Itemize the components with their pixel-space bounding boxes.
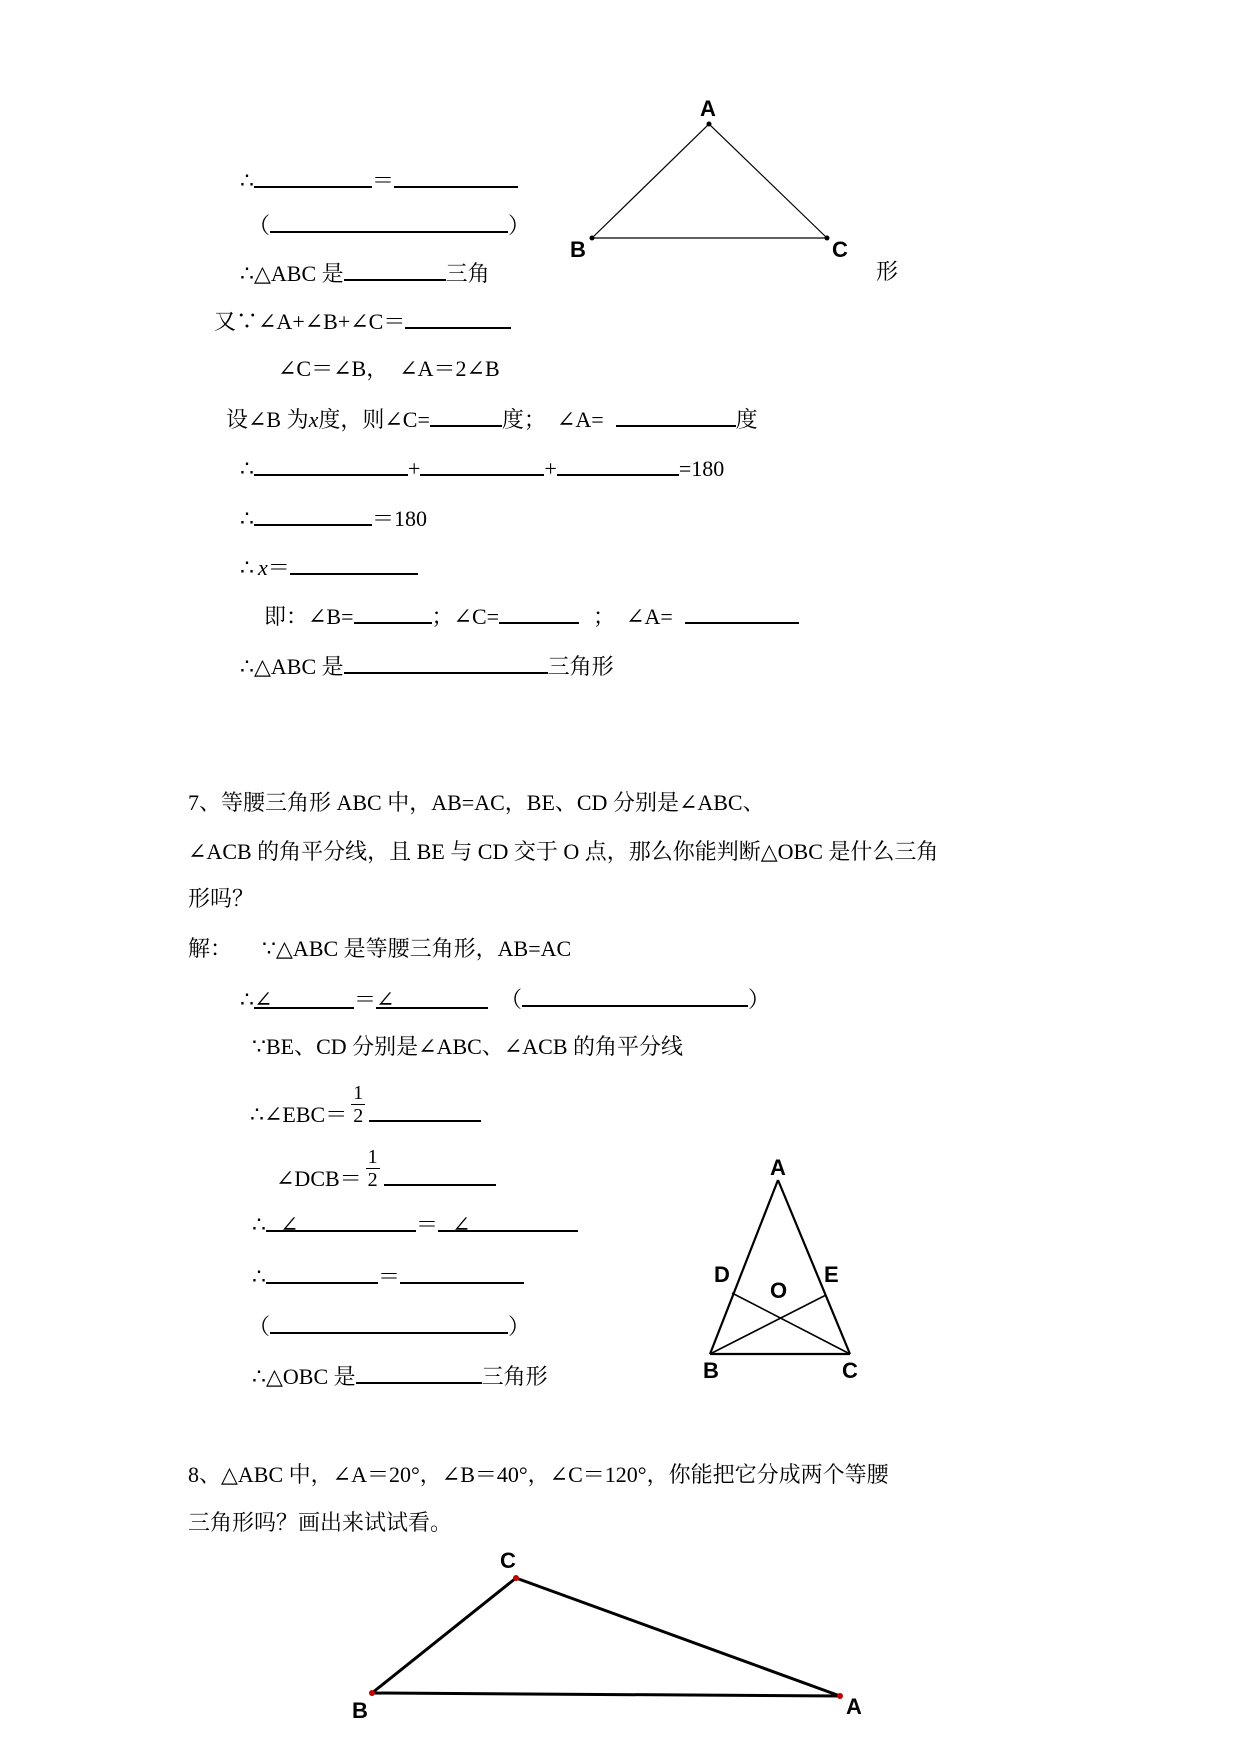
therefore-symbol: ∴ [240, 987, 254, 1012]
therefore-symbol: ∴ [252, 1264, 266, 1289]
statement-text: 形 [876, 259, 899, 284]
statement-text: 设∠B 为 [226, 407, 309, 432]
variable-x: x [308, 407, 319, 432]
equals-sign: ＝ [267, 555, 290, 580]
statement-text: =180 [678, 456, 725, 481]
fig3-label-a: A [846, 1694, 862, 1719]
statement-text: 又∵∠A+∠B+∠C＝ [214, 309, 406, 334]
statement-text: ； ∠A= [593, 604, 673, 629]
fig3-vertex-b [369, 1690, 375, 1696]
fig3-label-c: C [500, 1548, 516, 1573]
statement-text: 度 [735, 407, 758, 432]
fig1-label-b: B [570, 237, 586, 262]
statement-text: ＝180 [372, 506, 428, 531]
open-paren: （ [248, 213, 271, 238]
statement-text: ∴∠EBC＝ [250, 1102, 348, 1127]
equals-sign: ＝ [372, 168, 395, 193]
q8-prompt-line-1: 8、△ABC 中，∠A＝20°，∠B＝40°，∠C＝120°，你能把它分成两个等腰 [188, 1462, 889, 1487]
equals-sign: ＝ [378, 1264, 401, 1289]
open-paren: （ [248, 1314, 271, 1339]
equals-sign: ＝ [354, 987, 377, 1012]
statement-text: 度，则∠C= [318, 407, 430, 432]
fig1-label-c: C [832, 237, 848, 262]
plus-sign: + [408, 456, 421, 481]
solution-label: 解： [188, 936, 233, 961]
q7-bisector-statement: ∵BE、CD 分别是∠ABC、∠ACB 的角平分线 [252, 1034, 684, 1059]
fig3-side-bc [372, 1578, 516, 1693]
statement-text: ∠C＝∠B， ∠A＝2∠B [278, 356, 500, 381]
angle-symbol: ∠ [280, 1212, 299, 1237]
fig1-label-a: A [700, 96, 716, 121]
fraction-numerator: 1 [367, 1146, 378, 1168]
fraction-numerator: 1 [353, 1082, 364, 1104]
statement-text: ∴△OBC 是 [252, 1364, 356, 1389]
angle-symbol: ∠ [254, 987, 273, 1012]
statement-text: ；∠C= [431, 604, 500, 629]
statement-text: ∵△ABC 是等腰三角形，AB=AC [262, 936, 572, 961]
statement-text: 即：∠B= [264, 604, 354, 629]
therefore-symbol: ∴ [240, 168, 254, 193]
equals-sign: ＝ [416, 1212, 439, 1237]
fig2-label-a: A [770, 1155, 786, 1180]
fig2-label-b: B [703, 1358, 719, 1383]
fig3-vertex-a [837, 1693, 843, 1699]
therefore-symbol: ∴ [252, 1212, 266, 1237]
q7-prompt-line-3: 形吗？ [188, 886, 255, 911]
variable-x: x [258, 555, 268, 580]
plus-sign: + [544, 456, 557, 481]
fraction-denominator: 2 [367, 1169, 378, 1191]
open-paren: （ [500, 987, 523, 1012]
close-paren: ） [508, 213, 531, 238]
statement-text: ∠DCB＝ [276, 1166, 362, 1191]
q7-prompt-line-2: ∠ACB 的角平分线，且 BE 与 CD 交于 O 点，那么你能判断△OBC 是什么三角 [188, 839, 939, 864]
fig2-label-o: O [770, 1278, 788, 1303]
therefore-symbol: ∴ [240, 456, 254, 481]
fig2-label-c: C [842, 1358, 858, 1383]
statement-text: 三角 [445, 261, 490, 286]
q8-prompt-line-2: 三角形吗？画出来试试看。 [188, 1510, 453, 1535]
fig2-label-e: E [824, 1262, 839, 1287]
close-paren: ） [508, 1314, 531, 1339]
statement-text: ∴△ABC 是 [240, 261, 344, 286]
statement-text: 度； ∠A= [501, 407, 604, 432]
fig3-side-ba [372, 1693, 840, 1696]
close-paren: ） [748, 987, 771, 1012]
fig3-vertex-c [513, 1575, 519, 1581]
therefore-symbol: ∴ [240, 506, 254, 531]
q7-prompt-line-1: 7、等腰三角形 ABC 中，AB=AC，BE、CD 分别是∠ABC、 [188, 790, 765, 815]
angle-symbol: ∠ [452, 1212, 471, 1237]
fraction-denominator: 2 [353, 1105, 364, 1127]
fig2-label-d: D [714, 1262, 730, 1287]
statement-text: 三角形 [547, 654, 614, 679]
fig3-side-ca [516, 1578, 840, 1696]
statement-text: 三角形 [481, 1364, 548, 1389]
fig3-label-b: B [352, 1698, 368, 1723]
angle-symbol: ∠ [376, 987, 395, 1012]
statement-text: ∴△ABC 是 [240, 654, 344, 679]
therefore-symbol: ∴ [240, 555, 254, 580]
